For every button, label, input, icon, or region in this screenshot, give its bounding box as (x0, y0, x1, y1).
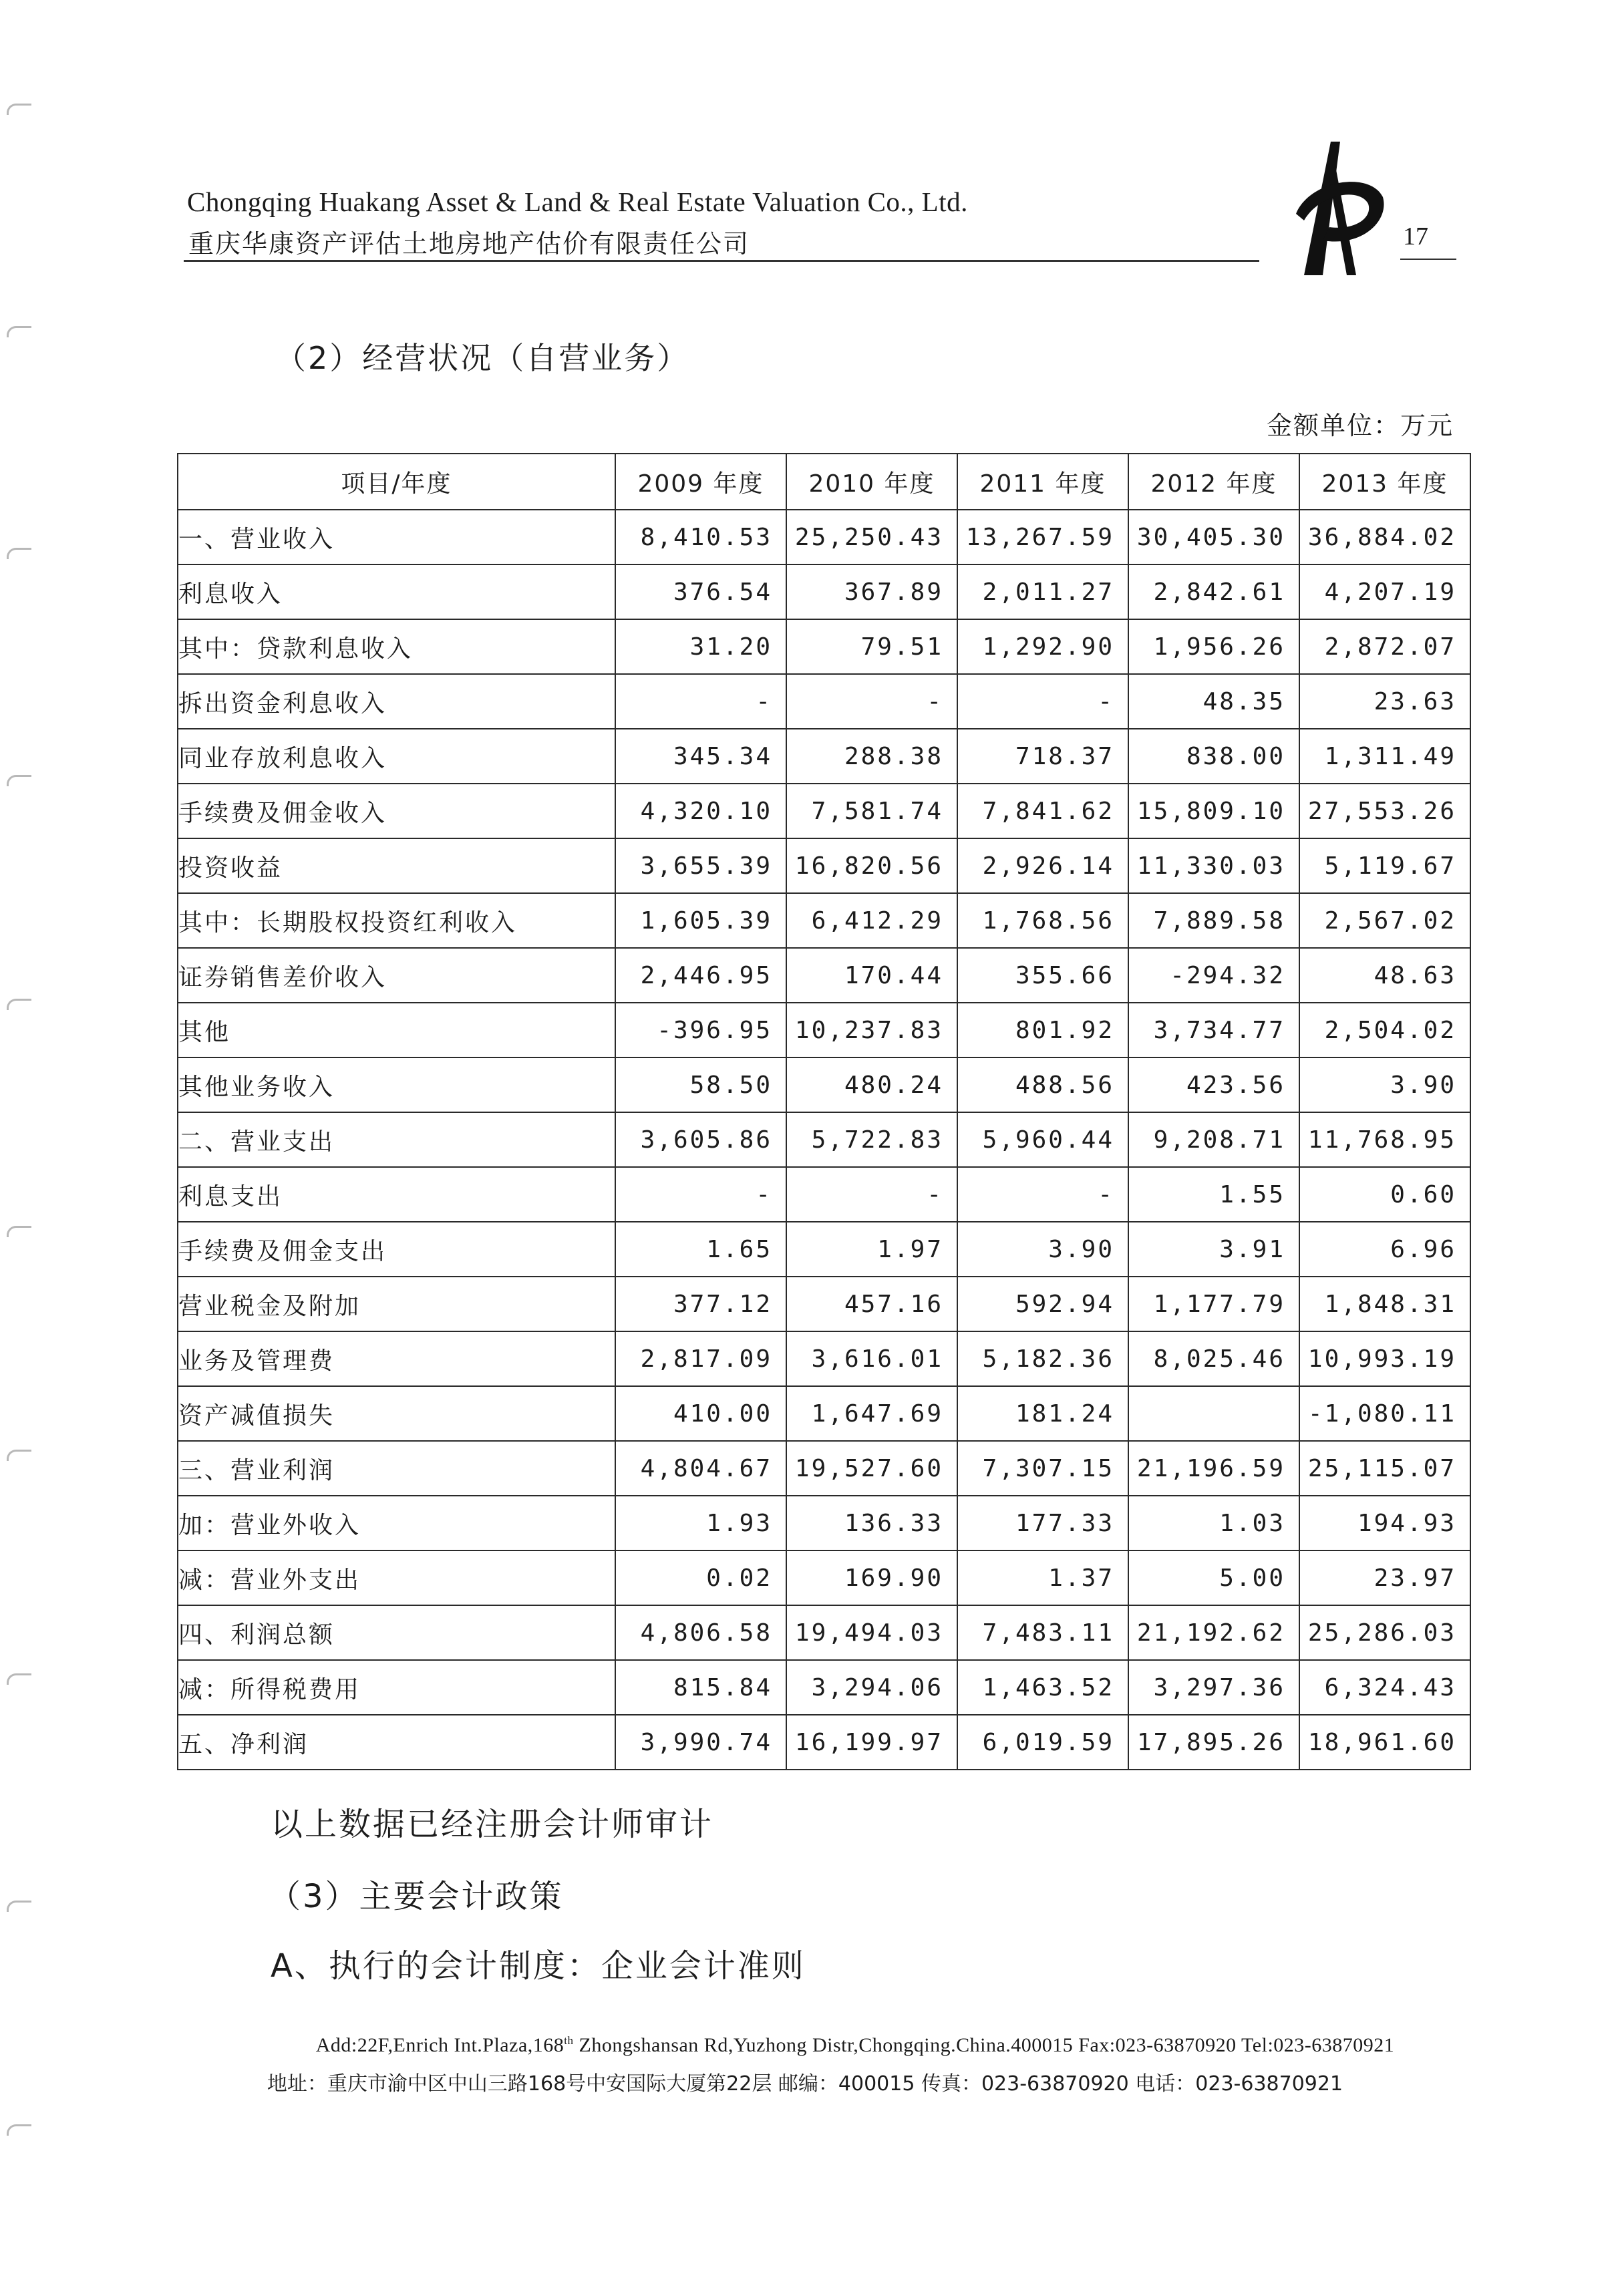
binder-mark (7, 1673, 31, 1685)
page-number: 17 (1403, 222, 1428, 251)
value-cell: 592.94 (957, 1277, 1128, 1331)
row-label: 业务及管理费 (178, 1331, 615, 1386)
row-label: 营业税金及附加 (178, 1277, 615, 1331)
row-label: 三、营业利润 (178, 1441, 615, 1496)
policy-heading: （3）主要会计政策 (269, 1878, 564, 1915)
table-row (178, 1496, 1470, 1550)
value-cell: 0.60 (1299, 1167, 1470, 1222)
table-row (178, 1715, 1470, 1770)
value-cell: -396.95 (615, 1003, 786, 1057)
row-label: 其他 (178, 1003, 615, 1057)
table-row (178, 1331, 1470, 1386)
value-cell: 3,990.74 (615, 1715, 786, 1770)
value-cell: - (957, 1167, 1128, 1222)
value-cell: 8,025.46 (1128, 1331, 1299, 1386)
value-cell: 5,722.83 (786, 1112, 957, 1167)
value-cell: 1.93 (615, 1496, 786, 1550)
row-label: 投资收益 (178, 838, 615, 893)
value-cell: 3,297.36 (1128, 1660, 1299, 1715)
value-cell: 6,412.29 (786, 893, 957, 948)
value-cell: 5,960.44 (957, 1112, 1128, 1167)
value-cell: 2,446.95 (615, 948, 786, 1003)
value-cell: 16,820.56 (786, 838, 957, 893)
value-cell: 31.20 (615, 619, 786, 674)
table-row (178, 1277, 1470, 1331)
value-cell: 288.38 (786, 729, 957, 784)
binder-mark (7, 1226, 31, 1237)
value-cell: 7,841.62 (957, 784, 1128, 838)
value-cell: 58.50 (615, 1057, 786, 1112)
value-cell: 488.56 (957, 1057, 1128, 1112)
table-row (178, 564, 1470, 619)
row-label: 一、营业收入 (178, 510, 615, 564)
unit-note: 金额单位：万元 (1266, 411, 1454, 440)
value-cell: 801.92 (957, 1003, 1128, 1057)
value-cell: 0.02 (615, 1550, 786, 1605)
table-row (178, 838, 1470, 893)
value-cell: - (615, 674, 786, 729)
value-cell: 79.51 (786, 619, 957, 674)
value-cell: 5.00 (1128, 1550, 1299, 1605)
value-cell: - (786, 674, 957, 729)
value-cell: 3.90 (1299, 1057, 1470, 1112)
row-label: 利息收入 (178, 564, 615, 619)
row-label: 资产减值损失 (178, 1386, 615, 1441)
value-cell: 36,884.02 (1299, 510, 1470, 564)
value-cell: 4,207.19 (1299, 564, 1470, 619)
footer-address-en-part: Add:22F,Enrich Int.Plaza,168 (315, 2034, 565, 2056)
value-cell: 18,961.60 (1299, 1715, 1470, 1770)
value-cell: 16,199.97 (786, 1715, 957, 1770)
binder-mark (7, 548, 31, 559)
row-label: 其中：长期股权投资红利收入 (178, 893, 615, 948)
value-cell: 4,806.58 (615, 1605, 786, 1660)
value-cell: 10,993.19 (1299, 1331, 1470, 1386)
table-row (178, 784, 1470, 838)
value-cell: 410.00 (615, 1386, 786, 1441)
accounting-system-line: A、执行的会计制度：企业会计准则 (271, 1947, 806, 1985)
value-cell: 1,647.69 (786, 1386, 957, 1441)
table-row (178, 674, 1470, 729)
value-cell: 2,817.09 (615, 1331, 786, 1386)
column-header: 2009 年度 (615, 454, 786, 510)
value-cell: 423.56 (1128, 1057, 1299, 1112)
value-cell: 1,292.90 (957, 619, 1128, 674)
value-cell: 2,872.07 (1299, 619, 1470, 674)
table-row (178, 1112, 1470, 1167)
value-cell: 3,655.39 (615, 838, 786, 893)
value-cell: 27,553.26 (1299, 784, 1470, 838)
value-cell: 2,504.02 (1299, 1003, 1470, 1057)
table-header-row (178, 454, 1470, 510)
value-cell: 25,115.07 (1299, 1441, 1470, 1496)
value-cell: 1.65 (615, 1222, 786, 1277)
value-cell: 2,842.61 (1128, 564, 1299, 619)
value-cell: 376.54 (615, 564, 786, 619)
value-cell: 7,483.11 (957, 1605, 1128, 1660)
value-cell: 718.37 (957, 729, 1128, 784)
value-cell: 7,889.58 (1128, 893, 1299, 948)
row-label: 利息支出 (178, 1167, 615, 1222)
value-cell: - (615, 1167, 786, 1222)
value-cell: 1,768.56 (957, 893, 1128, 948)
value-cell: 6,019.59 (957, 1715, 1128, 1770)
footer-address-en-sup: th (564, 2034, 574, 2047)
value-cell: 1,311.49 (1299, 729, 1470, 784)
value-cell: 7,307.15 (957, 1441, 1128, 1496)
footer-address-en-part: Zhongshansan Rd,Yuzhong Distr,Chongqing.China.400015 Fax:023-63870920 Tel:023-63870921 (573, 2034, 1395, 2056)
column-header: 2012 年度 (1128, 454, 1299, 510)
value-cell: 4,804.67 (615, 1441, 786, 1496)
column-header: 2010 年度 (786, 454, 957, 510)
row-label: 减：所得税费用 (178, 1660, 615, 1715)
value-cell (1128, 1386, 1299, 1441)
value-cell: 17,895.26 (1128, 1715, 1299, 1770)
column-header: 2011 年度 (957, 454, 1128, 510)
column-header: 2013 年度 (1299, 454, 1470, 510)
header-rule (184, 260, 1259, 262)
table-row (178, 893, 1470, 948)
value-cell: 1,177.79 (1128, 1277, 1299, 1331)
row-label: 手续费及佣金支出 (178, 1222, 615, 1277)
value-cell: 13,267.59 (957, 510, 1128, 564)
value-cell: 1.37 (957, 1550, 1128, 1605)
value-cell: 194.93 (1299, 1496, 1470, 1550)
value-cell: 2,567.02 (1299, 893, 1470, 948)
row-label: 减：营业外支出 (178, 1550, 615, 1605)
value-cell: 1,956.26 (1128, 619, 1299, 674)
value-cell: 8,410.53 (615, 510, 786, 564)
company-name-en: Chongqing Huakang Asset & Land & Real Estate Valuation Co., Ltd. (187, 186, 968, 217)
value-cell: 838.00 (1128, 729, 1299, 784)
value-cell: 345.34 (615, 729, 786, 784)
table-row (178, 510, 1470, 564)
value-cell: -1,080.11 (1299, 1386, 1470, 1441)
row-label: 其他业务收入 (178, 1057, 615, 1112)
value-cell: 1.03 (1128, 1496, 1299, 1550)
company-logo (1256, 134, 1390, 281)
value-cell: 6.96 (1299, 1222, 1470, 1277)
value-cell: 21,192.62 (1128, 1605, 1299, 1660)
audit-note: 以上数据已经注册会计师审计 (271, 1806, 714, 1843)
table-row (178, 1167, 1470, 1222)
table-row (178, 1386, 1470, 1441)
value-cell: 1.55 (1128, 1167, 1299, 1222)
value-cell: 5,119.67 (1299, 838, 1470, 893)
value-cell: 11,330.03 (1128, 838, 1299, 893)
row-label: 加：营业外收入 (178, 1496, 615, 1550)
binder-mark (7, 775, 31, 786)
section-title: （2）经营状况（自营业务） (275, 340, 690, 376)
value-cell: 30,405.30 (1128, 510, 1299, 564)
value-cell: 6,324.43 (1299, 1660, 1470, 1715)
value-cell: -294.32 (1128, 948, 1299, 1003)
table-row (178, 948, 1470, 1003)
value-cell: 355.66 (957, 948, 1128, 1003)
value-cell: 11,768.95 (1299, 1112, 1470, 1167)
row-label: 手续费及佣金收入 (178, 784, 615, 838)
value-cell: - (786, 1167, 957, 1222)
binder-mark (7, 326, 31, 337)
table-row (178, 729, 1470, 784)
value-cell: 3,616.01 (786, 1331, 957, 1386)
row-label: 四、利润总额 (178, 1605, 615, 1660)
value-cell: 815.84 (615, 1660, 786, 1715)
value-cell: 1,605.39 (615, 893, 786, 948)
value-cell: 2,926.14 (957, 838, 1128, 893)
table-body (178, 510, 1470, 1770)
table-row (178, 1550, 1470, 1605)
value-cell: 3,734.77 (1128, 1003, 1299, 1057)
value-cell: 480.24 (786, 1057, 957, 1112)
value-cell: 367.89 (786, 564, 957, 619)
value-cell: 23.97 (1299, 1550, 1470, 1605)
value-cell: 23.63 (1299, 674, 1470, 729)
row-label: 证券销售差价收入 (178, 948, 615, 1003)
binder-mark (7, 999, 31, 1010)
value-cell: 1.97 (786, 1222, 957, 1277)
value-cell: 136.33 (786, 1496, 957, 1550)
table-row (178, 1003, 1470, 1057)
value-cell: 21,196.59 (1128, 1441, 1299, 1496)
footer-address-en (0, 2034, 1610, 2057)
binder-mark (7, 1450, 31, 1461)
value-cell: 25,250.43 (786, 510, 957, 564)
value-cell: 3,294.06 (786, 1660, 957, 1715)
column-header: 项目/年度 (178, 454, 615, 510)
value-cell: 377.12 (615, 1277, 786, 1331)
footer-address-cn: 地址：重庆市渝中区中山三路168号中安国际大厦第22层 邮编：400015 传真：023-63870920 电话：023-63870921 (267, 2072, 1343, 2096)
value-cell: - (957, 674, 1128, 729)
row-label: 同业存放利息收入 (178, 729, 615, 784)
binder-mark (7, 2124, 31, 2136)
value-cell: 3.91 (1128, 1222, 1299, 1277)
value-cell: 181.24 (957, 1386, 1128, 1441)
row-label: 二、营业支出 (178, 1112, 615, 1167)
value-cell: 25,286.03 (1299, 1605, 1470, 1660)
value-cell: 457.16 (786, 1277, 957, 1331)
table-row (178, 1441, 1470, 1496)
value-cell: 2,011.27 (957, 564, 1128, 619)
binder-mark (7, 104, 31, 115)
table-row (178, 1222, 1470, 1277)
value-cell: 19,494.03 (786, 1605, 957, 1660)
binder-mark (7, 1901, 31, 1912)
value-cell: 3,605.86 (615, 1112, 786, 1167)
value-cell: 4,320.10 (615, 784, 786, 838)
row-label: 拆出资金利息收入 (178, 674, 615, 729)
value-cell: 170.44 (786, 948, 957, 1003)
company-name-cn: 重庆华康资产评估土地房地产估价有限责任公司 (188, 229, 750, 259)
row-label: 五、净利润 (178, 1715, 615, 1770)
operating-results-table (177, 453, 1471, 1770)
value-cell: 15,809.10 (1128, 784, 1299, 838)
value-cell: 1,848.31 (1299, 1277, 1470, 1331)
value-cell: 9,208.71 (1128, 1112, 1299, 1167)
value-cell: 5,182.36 (957, 1331, 1128, 1386)
table-row (178, 1057, 1470, 1112)
value-cell: 48.35 (1128, 674, 1299, 729)
table-row (178, 1660, 1470, 1715)
value-cell: 48.63 (1299, 948, 1470, 1003)
table-row (178, 1605, 1470, 1660)
value-cell: 177.33 (957, 1496, 1128, 1550)
value-cell: 3.90 (957, 1222, 1128, 1277)
value-cell: 169.90 (786, 1550, 957, 1605)
table-row (178, 619, 1470, 674)
value-cell: 19,527.60 (786, 1441, 957, 1496)
value-cell: 1,463.52 (957, 1660, 1128, 1715)
value-cell: 10,237.83 (786, 1003, 957, 1057)
row-label: 其中：贷款利息收入 (178, 619, 615, 674)
value-cell: 7,581.74 (786, 784, 957, 838)
page-number-rule (1400, 259, 1456, 260)
